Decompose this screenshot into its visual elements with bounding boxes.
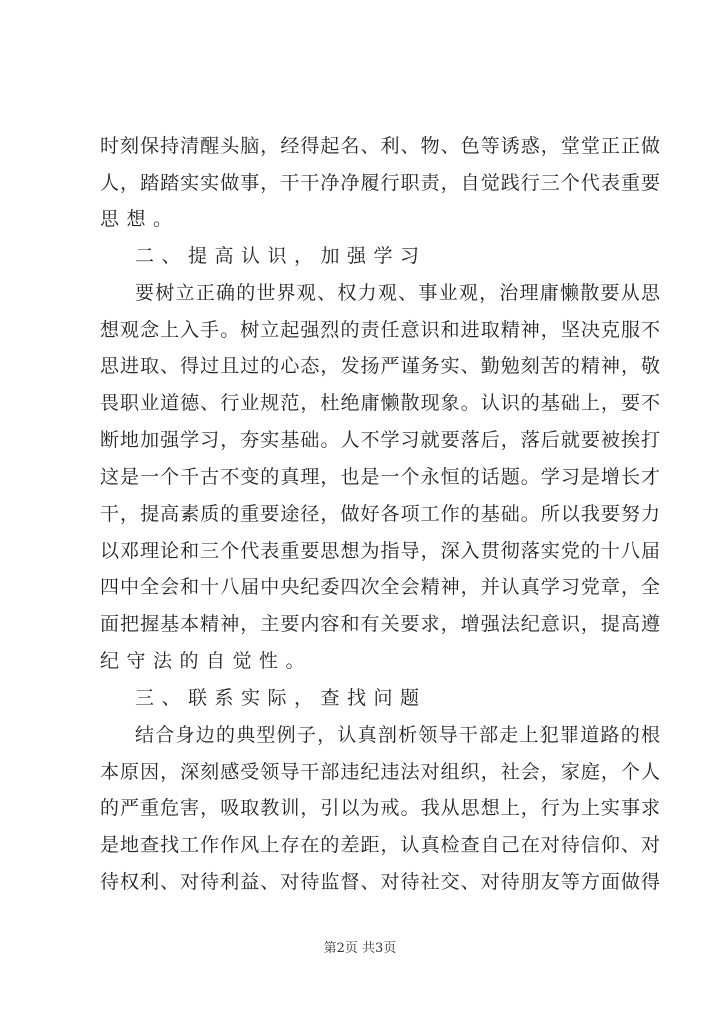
body-text-line: 待权利、对待利益、对待监督、对待社交、对待朋友等方面做得: [100, 871, 660, 893]
body-text-line: 要树立正确的世界观、权力观、事业观，治理庸懒散要从思: [135, 282, 660, 304]
body-text-line: 思想。: [100, 208, 180, 230]
section-heading-3: 三、联系实际，查找问题: [135, 687, 427, 709]
body-text-line: 结合身边的典型例子，认真剖析领导干部走上犯罪道路的根: [135, 724, 660, 746]
body-text-line: 本原因，深刻感受领导干部违纪违法对组织，社会，家庭，个人: [100, 761, 660, 783]
body-text-line: 人，踏踏实实做事，干干净净履行职责，自觉践行三个代表重要: [100, 172, 660, 194]
body-text-line: 想观念上入手。树立起强烈的责任意识和进取精神，坚决克服不: [100, 319, 660, 341]
body-text-line: 这是一个千古不变的真理，也是一个永恒的话题。学习是增长才: [100, 466, 660, 488]
body-text-line: 是地查找工作作风上存在的差距，认真检查自己在对待信仰、对: [100, 834, 660, 856]
section-heading-2: 二、提高认识，加强学习: [135, 245, 427, 267]
body-text-line: 时刻保持清醒头脑，经得起名、利、物、色等诱惑，堂堂正正做: [100, 135, 660, 157]
body-text-line: 畏职业道德、行业规范，杜绝庸懒散现象。认识的基础上，要不: [100, 392, 660, 414]
body-text-line: 四中全会和十八届中央纪委四次全会精神，并认真学习党章，全: [100, 576, 660, 598]
body-text-line: 以邓理论和三个代表重要思想为指导，深入贯彻落实党的十八届: [100, 540, 660, 562]
body-text-line: 面把握基本精神，主要内容和有关要求，增强法纪意识，提高遵: [100, 613, 660, 635]
body-text-line: 的严重危害，吸取教训，引以为戒。我从思想上，行为上实事求: [100, 797, 660, 819]
body-text-line: 断地加强学习，夯实基础。人不学习就要落后，落后就要被挨打: [100, 429, 660, 451]
body-text-line: 纪守法的自觉性。: [100, 650, 313, 672]
body-text-line: 思进取、得过且过的心态，发扬严谨务实、勤勉刻苦的精神，敬: [100, 355, 660, 377]
body-text-line: 干，提高素质的重要途径，做好各项工作的基础。所以我要努力: [100, 503, 660, 525]
page-number-footer: 第2页 共3页: [323, 941, 397, 956]
